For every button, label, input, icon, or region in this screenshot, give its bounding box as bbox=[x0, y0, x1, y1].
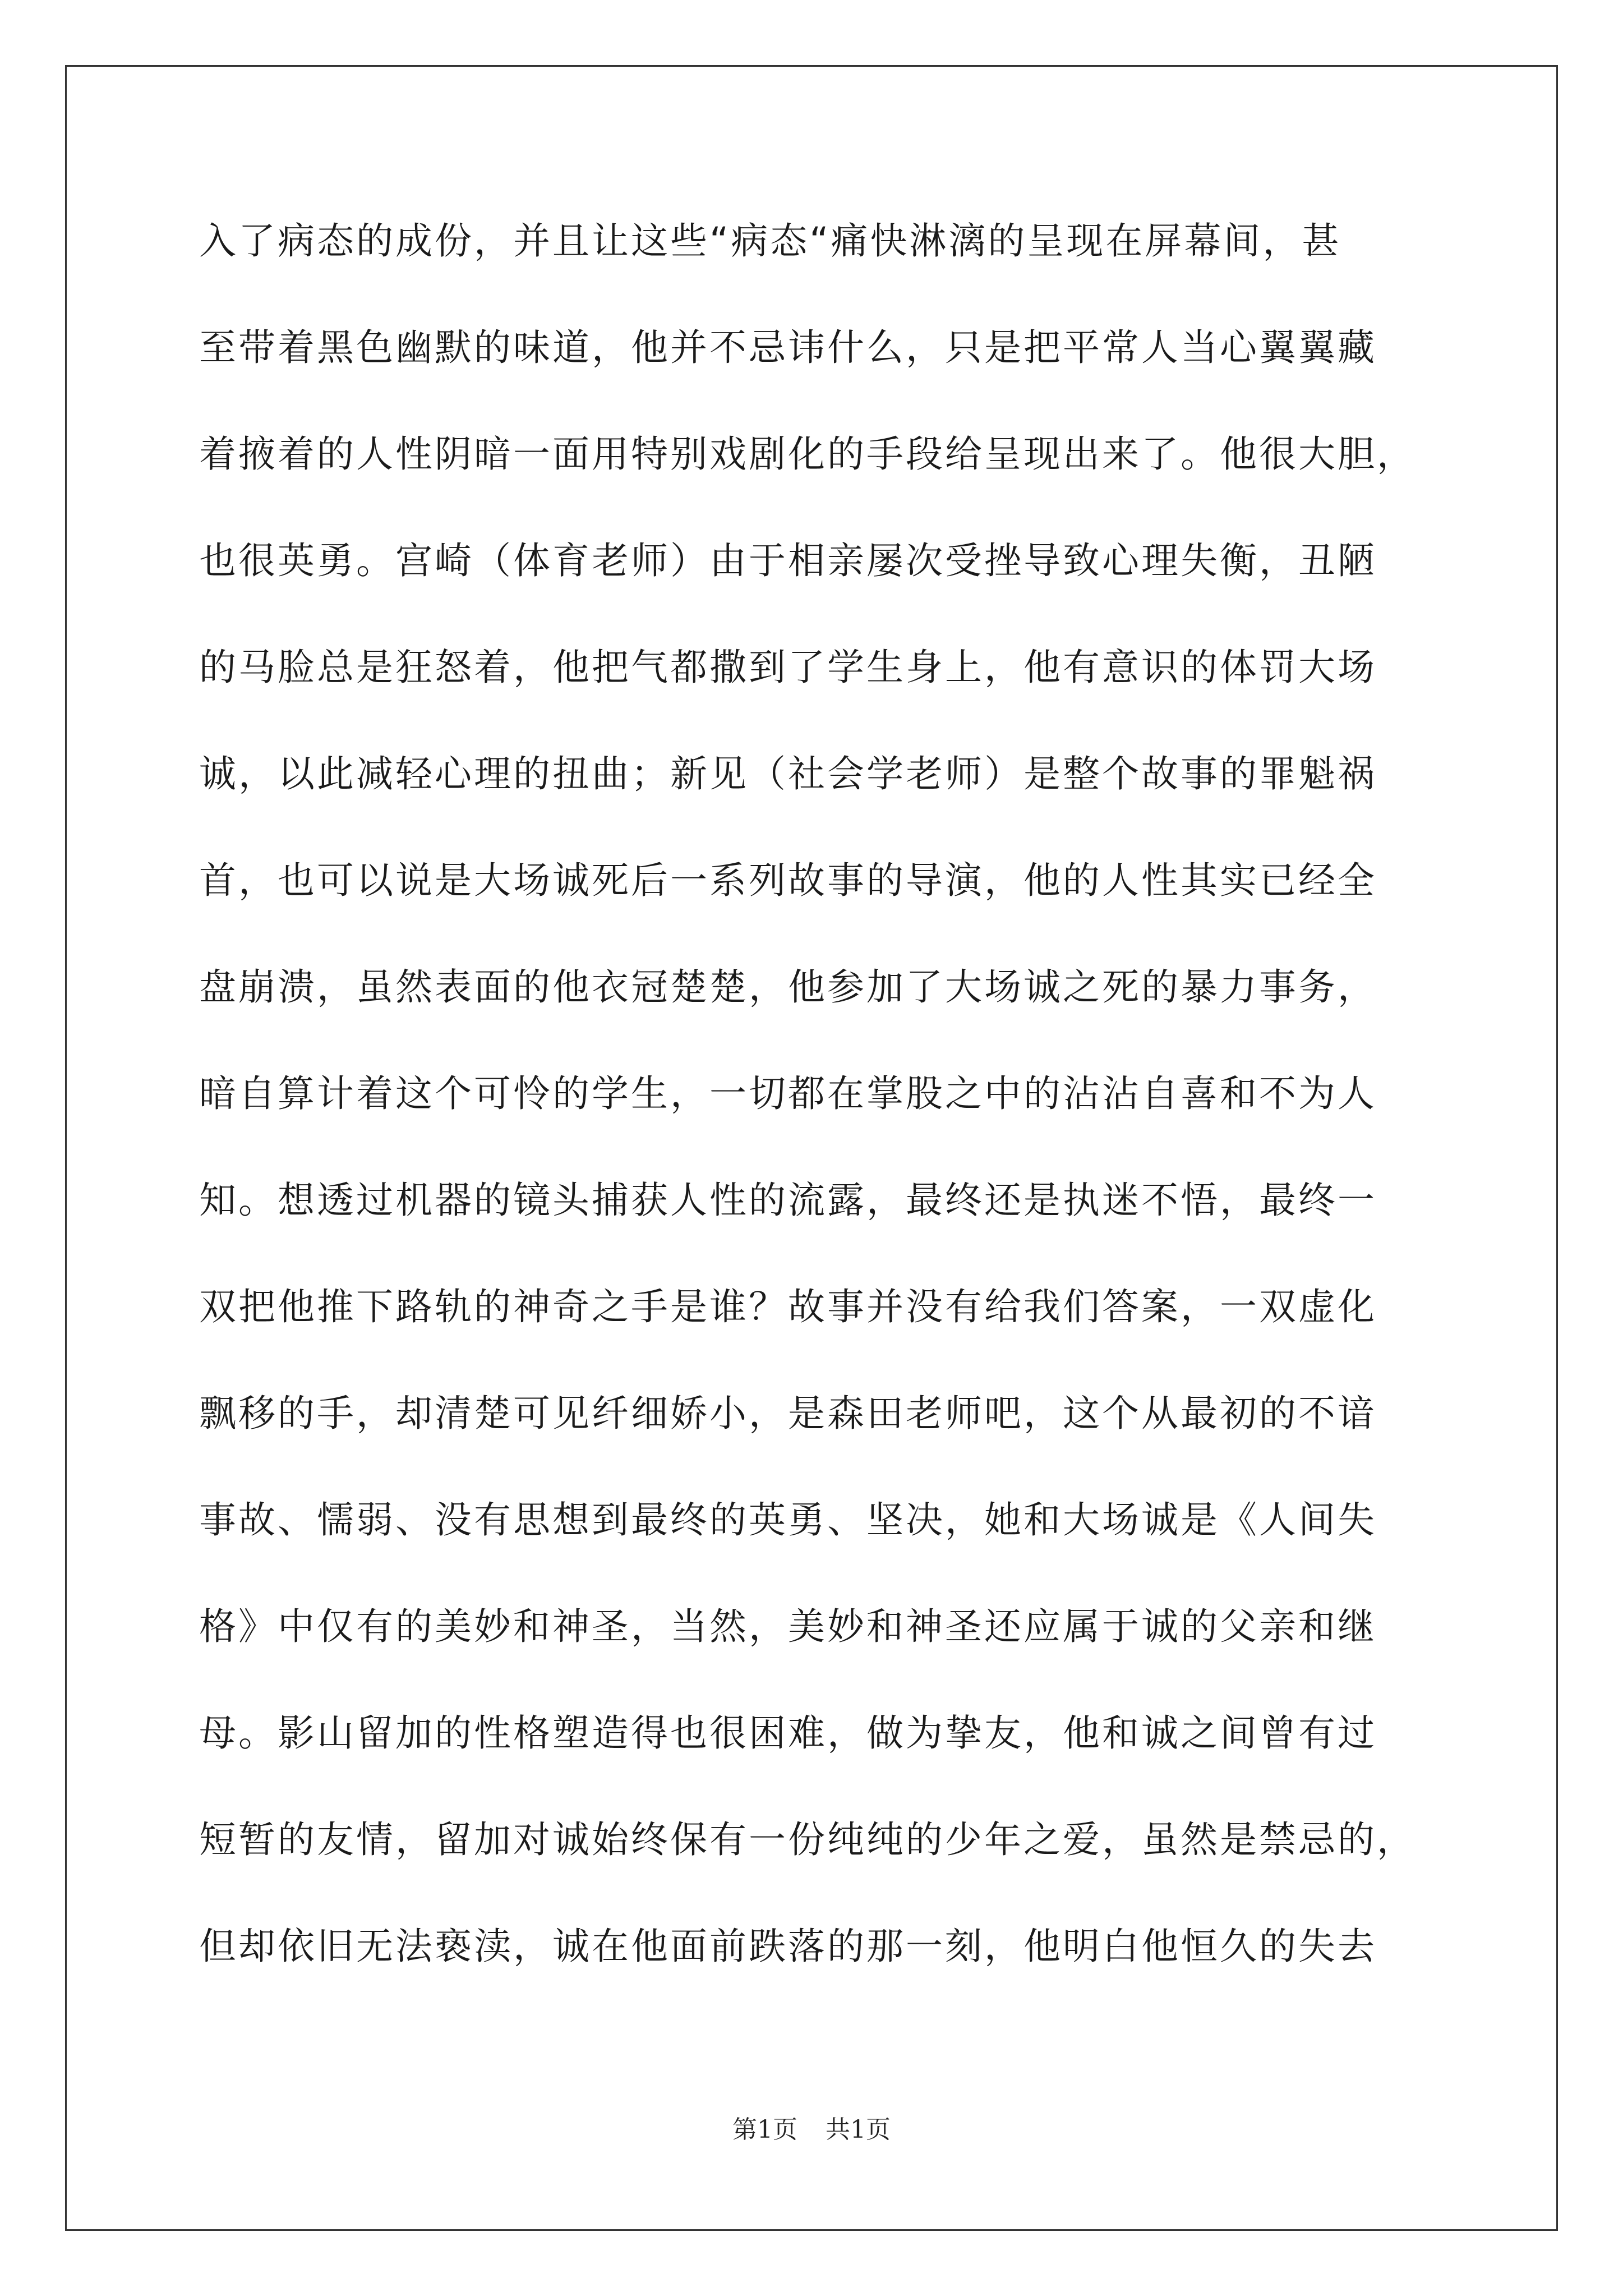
text-line: 盘崩溃，虽然表面的他衣冠楚楚，他参加了大场诚之死的暴力事务， bbox=[199, 965, 1377, 1009]
text-line: 暗自算计着这个可怜的学生，一切都在掌股之中的沾沾自喜和不为人 bbox=[199, 1072, 1377, 1115]
text-line: 入了病态的成份，并且让这些“病态“痛快淋漓的呈现在屏幕间，甚 bbox=[199, 219, 1341, 263]
page-footer bbox=[0, 2109, 1623, 2145]
text-line: 知。想透过机器的镜头捕获人性的流露，最终还是执迷不悟，最终一 bbox=[199, 1179, 1377, 1222]
text-line: 母。影山留加的性格塑造得也很困难，做为挚友，他和诚之间曾有过 bbox=[199, 1711, 1377, 1755]
text-line: 也很英勇。宫崎（体育老师）由于相亲屡次受挫导致心理失衡，丑陋 bbox=[199, 539, 1377, 582]
text-line: 至带着黑色幽默的味道，他并不忌讳什么，只是把平常人当心翼翼藏 bbox=[199, 326, 1377, 369]
text-line: 首，也可以说是大场诚死后一系列故事的导演，他的人性其实已经全 bbox=[199, 859, 1377, 902]
document-body bbox=[199, 219, 1433, 2033]
text-line: 但却依旧无法亵渎，诚在他面前跌落的那一刻，他明白他恒久的失去 bbox=[199, 1925, 1377, 1968]
text-line: 的马脸总是狂怒着，他把气都撒到了学生身上，他有意识的体罚大场 bbox=[199, 646, 1377, 689]
text-line: 双把他推下路轨的神奇之手是谁？故事并没有给我们答案，一双虚化 bbox=[199, 1285, 1377, 1328]
text-line: 短暂的友情，留加对诚始终保有一份纯纯的少年之爱，虽然是禁忌的， bbox=[199, 1818, 1416, 1861]
text-line: 着掖着的人性阴暗一面用特别戏剧化的手段给呈现出来了。他很大胆， bbox=[199, 432, 1416, 476]
text-line: 格》中仅有的美妙和神圣，当然，美妙和神圣还应属于诚的父亲和继 bbox=[199, 1605, 1377, 1648]
text-line: 诚，以此减轻心理的扭曲；新见（社会学老师）是整个故事的罪魁祸 bbox=[199, 752, 1377, 795]
text-line: 事故、懦弱、没有思想到最终的英勇、坚决，她和大场诚是《人间失 bbox=[199, 1498, 1377, 1542]
page-number: 第1页 bbox=[732, 2115, 797, 2144]
page-total: 共1页 bbox=[826, 2115, 891, 2144]
text-line: 飘移的手，却清楚可见纤细娇小，是森田老师吧，这个从最初的不谙 bbox=[199, 1392, 1377, 1435]
